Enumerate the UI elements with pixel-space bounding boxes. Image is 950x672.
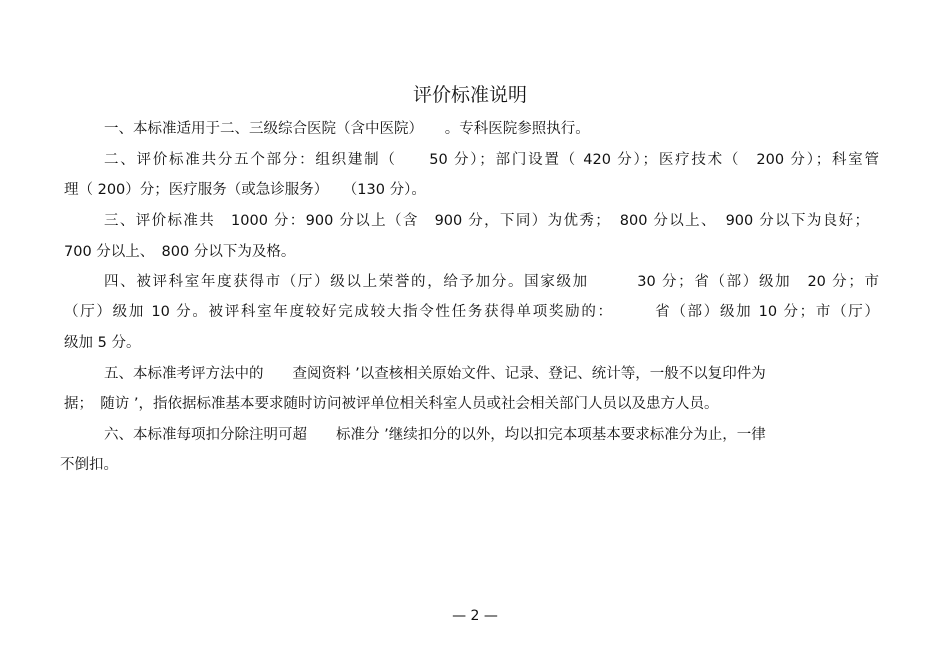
paragraph-5-line-2: 据； 随访 ’，指依据标准基本要求随时访问被评单位相关科室人员或社会相关部门人员以及患方人员。 xyxy=(64,396,719,412)
paragraph-3-line-2: 700 分以上、 800 分以下为及格。 xyxy=(64,244,296,260)
paragraph-6-line-1: 六、本标准每项扣分除注明可超 标准分 ’继续扣分的以外，均以扣完本项基本要求标准分为止，一律 xyxy=(104,427,766,443)
paragraph-6-line-2: 不倒扣。 xyxy=(60,457,118,473)
paragraph-4-line-3: 级加 5 分。 xyxy=(64,335,141,351)
paragraph-2-line-2: 理（ 200）分；医疗服务（或急诊服务） （130 分）。 xyxy=(64,182,426,198)
paragraph-3-line-1: 三、评价标准共 1000 分：900 分以上（含 900 分，下同）为优秀； 800 分以上、 900 分以下为良好； xyxy=(104,213,869,229)
paragraph-4-line-2: （厅）级加 10 分。被评科室年度较好完成较大指令性任务获得单项奖励的： 省（部）级加 10 分；市（厅） xyxy=(64,304,879,320)
document-title: 评价标准说明 xyxy=(412,84,527,106)
paragraph-1-line-1: 一、本标准适用于二、三级综合医院（含中医院） 。专科医院参照执行。 xyxy=(104,121,590,137)
paragraph-2-line-1: 二、评价标准共分五个部分：组织建制（ 50 分）；部门设置（ 420 分）；医疗技术（ 200 分）；科室管 xyxy=(104,152,879,168)
paragraph-4-line-1: 四、被评科室年度获得市（厅）级以上荣誉的，给予加分。国家级加 30 分；省（部）级加 20 分；市 xyxy=(104,274,879,290)
page-number: — 2 — xyxy=(452,608,498,624)
paragraph-5-line-1: 五、本标准考评方法中的 查阅资料 ’以查核相关原始文件、记录、登记、统计等，一般不以复印件为 xyxy=(104,366,766,382)
